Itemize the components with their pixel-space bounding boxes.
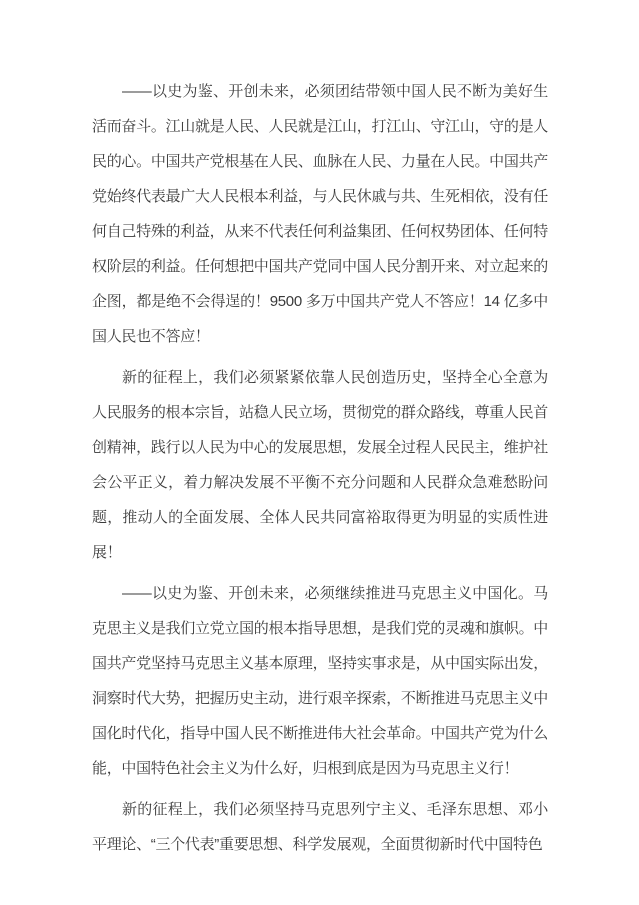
paragraph-new-journey-people: 新的征程上，我们必须紧紧依靠人民创造历史，坚持全心全意为人民服务的根本宗旨，站稳人民立场，贯彻党的群众路线，尊重人民首创精神，践行以人民为中心的发展思想，发展全过程人民民主，维护社会公平正义，着力解决发展不平衡不充分问题和人民群众急难愁盼问题，推动人的全面发展、全体人民共同富裕取得更为明显的实质性进展！ [92,369,548,561]
document-body-text [92,74,548,862]
paragraph-new-journey-theory: 新的征程上，我们必须坚持马克思列宁主义、毛泽东思想、邓小平理论、“三个代表”重要思想、科学发展观，全面贯彻新时代中国特色 [92,801,548,853]
paragraph-history-people: ——以史为鉴、开创未来，必须团结带领中国人民不断为美好生活而奋斗。江山就是人民、人民就是江山，打江山、守江山，守的是人民的心。中国共产党根基在人民、血脉在人民、力量在人民。中国共产党始终代表最广大人民根本利益，与人民休戚与共、生死相依，没有任何自己特殊的利益，从来不代表任何利益集团、任何权势团体、任何特权阶层的利益。任何想把中国共产党同中国人民分割开来、对立起来的企图，都是绝不会得逞的！9500 多万中国共产党人不答应！14 亿多中国人民也不答应！ [92,83,548,345]
paragraph-marxism-sinicization: ——以史为鉴、开创未来，必须继续推进马克思主义中国化。马克思主义是我们立党立国的根本指导思想，是我们党的灵魂和旗帜。中国共产党坚持马克思主义基本原理，坚持实事求是，从中国实际出发，洞察时代大势，把握历史主动，进行艰辛探索，不断推进马克思主义中国化时代化，指导中国人民不断推进伟大社会革命。中国共产党为什么能，中国特色社会主义为什么好，归根到底是因为马克思主义行！ [92,585,548,777]
